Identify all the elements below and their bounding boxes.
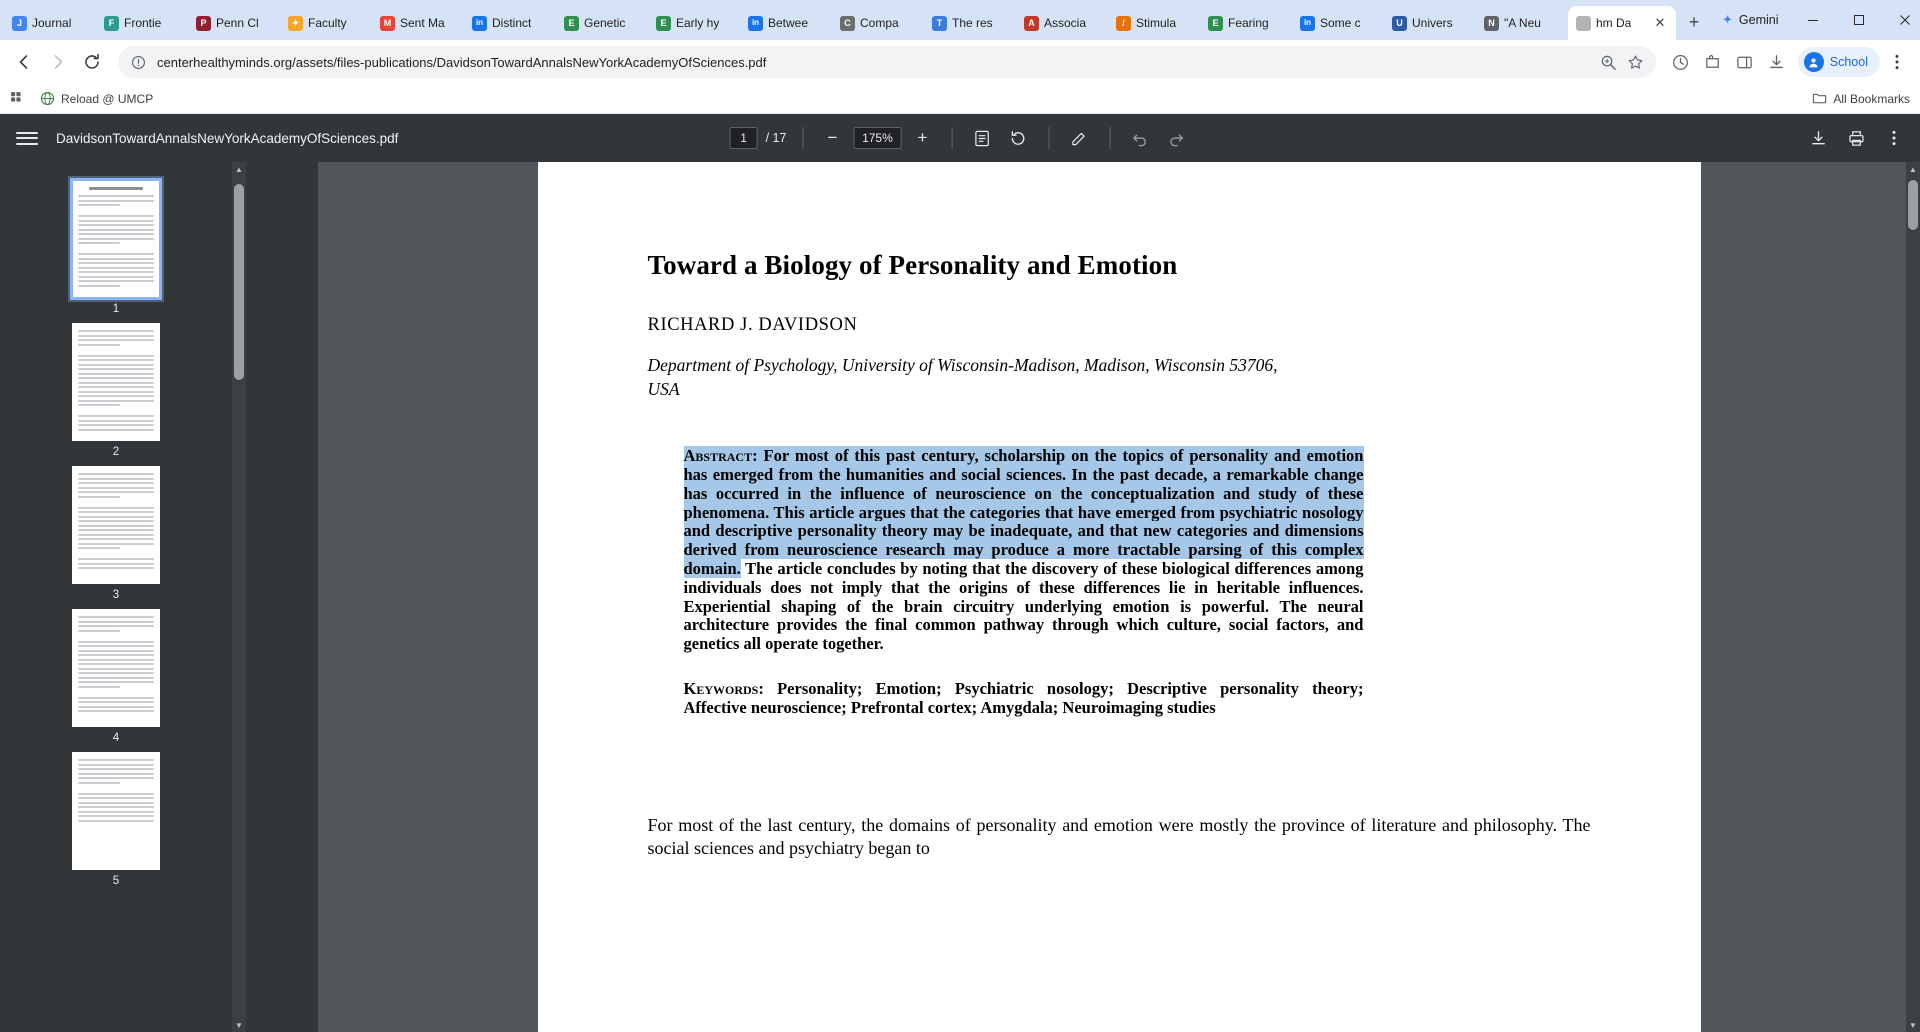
close-button[interactable] [1883,4,1920,36]
tab-favicon-icon: C [840,16,855,31]
chrome-menu-icon[interactable] [1882,47,1912,77]
abstract-block [684,447,1364,717]
browser-tab[interactable] [1108,6,1200,40]
split-screen-icon[interactable] [1730,47,1760,77]
bookmark-item-reload-umcp[interactable] [40,91,153,106]
undo-icon[interactable] [1126,124,1154,152]
folder-icon [1812,91,1827,106]
tab-title: The res [952,16,993,30]
fit-page-icon[interactable] [968,124,996,152]
download-pdf-icon[interactable] [1804,124,1832,152]
document-area[interactable] [318,162,1920,1032]
browser-tab[interactable] [188,6,280,40]
browser-tab[interactable] [280,6,372,40]
back-button[interactable] [8,46,40,78]
zoom-out-button[interactable]: − [827,128,838,147]
tab-favicon-icon: ✦ [288,16,303,31]
tab-favicon-icon: U [1392,16,1407,31]
bookmarks-bar [0,84,1920,114]
minimize-button[interactable] [1791,4,1835,36]
thumbnail-page-5[interactable] [72,752,160,870]
tab-title: Stimula [1136,16,1177,30]
browser-tab[interactable] [1476,6,1568,40]
document-scrollbar-thumb[interactable] [1908,180,1918,230]
tab-title: Compa [860,16,899,30]
tab-title: Penn Cl [216,16,259,30]
tab-title: Betwee [768,16,809,30]
tab-title: Journal [32,16,72,30]
tab-favicon-icon: J [12,16,27,31]
tab-favicon-icon: in [748,16,763,31]
tab-favicon-icon: E [1208,16,1223,31]
thumbnail-list [0,162,232,1032]
browser-tab[interactable] [1384,6,1476,40]
browser-tab-active[interactable] [1568,6,1676,40]
pdf-toolbar-center [730,124,1191,152]
browser-tab[interactable] [556,6,648,40]
reload-button[interactable] [76,46,108,78]
apps-grid-icon[interactable] [10,91,26,107]
tab-favicon-icon: A [1024,16,1039,31]
zoom-in-button[interactable]: + [917,128,928,147]
browser-tab[interactable] [1016,6,1108,40]
redo-icon[interactable] [1162,124,1190,152]
tab-favicon-icon: N [1484,16,1499,31]
tab-title: Faculty [308,16,347,30]
all-bookmarks-label: All Bookmarks [1833,91,1910,106]
browser-toolbar [0,40,1920,84]
thumbnail-rail [0,162,318,1032]
document-affiliation: Department of Psychology, University of Wisconsin-Madison, Madison, Wisconsin 53706, USA [647,355,1278,399]
tab-title: Associa [1044,16,1087,30]
document-author: RICHARD J. DAVIDSON [647,315,858,335]
toolbar-divider [1048,127,1049,149]
profile-label: School [1829,55,1868,69]
abstract-paragraph [684,447,1364,654]
pdf-viewer [0,114,1920,1032]
scroll-down-arrow-icon[interactable]: ▼ [235,1020,243,1030]
pdf-toolbar-right [1804,124,1908,152]
gemini-label: Gemini [1738,13,1779,27]
annotate-pen-icon[interactable] [1065,124,1093,152]
thumbnail-scrollbar[interactable] [232,162,246,1032]
document-scrollbar[interactable] [1906,162,1920,1032]
address-bar-url: centerhealthyminds.org/assets/files-publications/DavidsonTowardAnnalsNewYorkAcademyOfSciences.pdf [157,54,767,70]
browser-tab[interactable] [1200,6,1292,40]
keywords-paragraph [684,680,1364,718]
toolbar-divider [802,127,803,149]
scroll-up-arrow-icon[interactable]: ▲ [1909,164,1917,174]
browser-tab[interactable] [372,6,464,40]
tab-favicon-icon: M [380,16,395,31]
abstract-highlighted-text: For most of this past century, scholarship on the topics of personality and emotion has emerged from the humanities and social sciences. In the past decade, a remarkable change has occurred in the influence of neuroscience on the conceptualization and study of these phenomena. This article argues that the categories that have emerged from psychiatric nosology and descriptive personality theory may be inadequate, and that new categories and dimensions derived from neuroscience research may produce a more tractable parsing of this complex domain. [683,446,1364,579]
gemini-sparkle-icon: ✦ [1722,12,1733,27]
tab-favicon-icon: in [1300,16,1315,31]
bookmark-label: Reload @ UMCP [61,91,154,106]
page-total-label: / 17 [765,131,787,145]
tab-title: Genetic [584,16,626,30]
pdf-toolbar [0,114,1920,162]
omnibox-icons [1600,54,1644,71]
history-clock-icon[interactable] [1666,47,1696,77]
tabstrip-right-controls [1712,4,1920,40]
browser-tab[interactable] [96,6,188,40]
address-bar[interactable] [118,46,1656,78]
pdf-menu-icon[interactable] [1880,124,1908,152]
toolbar-divider [1109,127,1110,149]
new-tab-button[interactable]: + [1688,11,1700,32]
thumbnail-scrollbar-thumb[interactable] [234,184,244,380]
tab-favicon-icon: / [1116,16,1131,31]
thumbnail-label: 3 [112,589,120,601]
browser-tab[interactable] [464,6,556,40]
print-icon[interactable] [1842,124,1870,152]
tab-title: Univers [1412,16,1453,30]
rotate-icon[interactable] [1004,124,1032,152]
tab-strip [0,0,1920,40]
body-first-paragraph: For most of the last century, the domains of personality and emotion were mostly the province of literature and philosophy. The social sciences and psychiatry began to [647,814,1591,859]
tab-title: Distinct [492,16,532,30]
thumbnail-label: 5 [112,875,120,887]
page-info-icon[interactable] [130,54,147,71]
browser-tab[interactable] [740,6,832,40]
page-number-input[interactable]: 1 [730,127,758,149]
scroll-up-arrow-icon[interactable]: ▲ [235,164,243,174]
tab-favicon-icon: P [196,16,211,31]
tab-title: Fearing [1228,16,1269,30]
toolbar-divider [951,127,952,149]
forward-button[interactable] [42,46,74,78]
tab-favicon-icon: E [656,16,671,31]
zoom-level-value[interactable]: 175% [853,127,901,149]
tab-title: "A Neu [1504,16,1541,30]
tab-close-icon[interactable]: ✕ [1654,15,1666,30]
browser-tab[interactable] [832,6,924,40]
keywords-label: Keywords: [683,679,764,699]
tab-favicon-icon: F [104,16,119,31]
avatar [1804,52,1824,72]
browser-tab[interactable] [648,6,740,40]
maximize-button[interactable] [1837,4,1881,36]
browser-tab[interactable] [1292,6,1384,40]
abstract-label: Abstract: [683,446,758,466]
thumbnail-page-2[interactable] [72,323,160,441]
thumbnail-page-4[interactable] [72,609,160,727]
abstract-remaining-text: The article concludes by noting that the discovery of these biological differences among individuals does not imply that the origins of these differences lie in heritable influences. Experiential shaping of the brain circuitry underlying emotion is powerful. The neural architecture provides the final common pathway through which culture, social factors, and genetics all operate together. [683,559,1364,654]
thumbnail-label: 4 [112,732,120,744]
pdf-page-1 [538,162,1701,1032]
thumbnail-page-3[interactable] [72,466,160,584]
globe-icon [40,91,55,106]
sidebar-toggle-button[interactable] [12,123,42,153]
thumbnail-label: 2 [112,446,120,458]
all-bookmarks-button[interactable] [1812,91,1910,106]
thumbnail-label: 1 [112,303,120,315]
thumbnail-page-1[interactable] [72,180,160,298]
browser-tab[interactable] [4,6,96,40]
profile-button[interactable] [1798,47,1880,77]
tab-title: Early hy [676,16,720,30]
tab-title: Sent Ma [400,16,445,30]
tab-favicon-icon: E [564,16,579,31]
tab-favicon-icon: in [472,16,487,31]
scroll-down-arrow-icon[interactable]: ▼ [1909,1020,1917,1030]
gemini-button[interactable] [1712,7,1789,33]
tab-title: Frontie [124,16,162,30]
tab-title: hm Da [1596,16,1632,30]
keywords-text: Personality; Emotion; Psychiatric nosology; Descriptive personality theory; Affective neuroscience; Prefrontal cortex; Amygdala; Neuroimaging studies [683,679,1364,717]
extensions-icon[interactable] [1698,47,1728,77]
bookmark-star-icon[interactable] [1627,54,1644,71]
tab-title: Some c [1320,16,1361,30]
pdf-filename: DavidsonTowardAnnalsNewYorkAcademyOfSciences.pdf [56,130,399,146]
browser-tab[interactable] [924,6,1016,40]
zoom-indicator-icon[interactable] [1600,54,1617,71]
download-icon[interactable] [1762,47,1792,77]
tab-favicon-icon: T [932,16,947,31]
tab-favicon-icon [1576,16,1591,31]
page-title: Toward a Biology of Personality and Emotion [647,250,1178,280]
pdf-body [0,162,1920,1032]
